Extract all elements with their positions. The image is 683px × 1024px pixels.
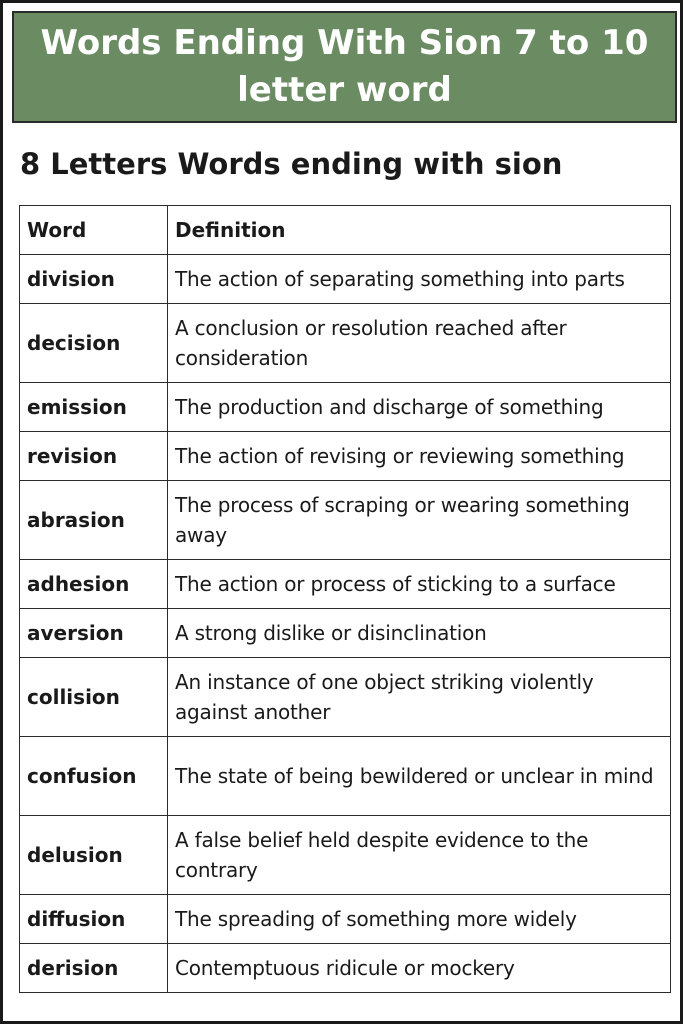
definition-cell: A strong dislike or disinclination xyxy=(168,609,671,658)
definition-cell: Contemptuous ridicule or mockery xyxy=(168,944,671,993)
table-row xyxy=(20,658,671,737)
word-cell: collision xyxy=(20,658,168,737)
word-cell: derision xyxy=(20,944,168,993)
word-cell: diffusion xyxy=(20,895,168,944)
header-word: Word xyxy=(20,206,168,255)
table-row xyxy=(20,432,671,481)
table-row xyxy=(20,609,671,658)
title-banner xyxy=(12,11,677,123)
table-row xyxy=(20,737,671,816)
table-row xyxy=(20,304,671,383)
word-cell: division xyxy=(20,255,168,304)
word-definition-table xyxy=(19,205,671,993)
word-cell: confusion xyxy=(20,737,168,816)
word-cell: aversion xyxy=(20,609,168,658)
table-row xyxy=(20,895,671,944)
page-title: Words Ending With Sion 7 to 10 letter word xyxy=(40,23,649,110)
section-heading: 8 Letters Words ending with sion xyxy=(20,147,563,181)
table-row xyxy=(20,816,671,895)
table-row xyxy=(20,944,671,993)
word-cell: emission xyxy=(20,383,168,432)
word-cell: delusion xyxy=(20,816,168,895)
definition-cell: The action of separating something into parts xyxy=(168,255,671,304)
table-row xyxy=(20,560,671,609)
definition-cell: The process of scraping or wearing something away xyxy=(168,481,671,560)
table-header-row xyxy=(20,206,671,255)
table-row xyxy=(20,255,671,304)
table-row xyxy=(20,481,671,560)
definition-cell: A false belief held despite evidence to the contrary xyxy=(168,816,671,895)
definition-cell: The production and discharge of something xyxy=(168,383,671,432)
definition-cell: The state of being bewildered or unclear in mind xyxy=(168,737,671,816)
word-cell: adhesion xyxy=(20,560,168,609)
word-cell: abrasion xyxy=(20,481,168,560)
definition-cell: The spreading of something more widely xyxy=(168,895,671,944)
definition-cell: The action or process of sticking to a surface xyxy=(168,560,671,609)
word-cell: revision xyxy=(20,432,168,481)
word-cell: decision xyxy=(20,304,168,383)
definition-cell: A conclusion or resolution reached after consideration xyxy=(168,304,671,383)
definition-cell: The action of revising or reviewing something xyxy=(168,432,671,481)
header-definition: Definition xyxy=(168,206,671,255)
table-row xyxy=(20,383,671,432)
definition-cell: An instance of one object striking violently against another xyxy=(168,658,671,737)
